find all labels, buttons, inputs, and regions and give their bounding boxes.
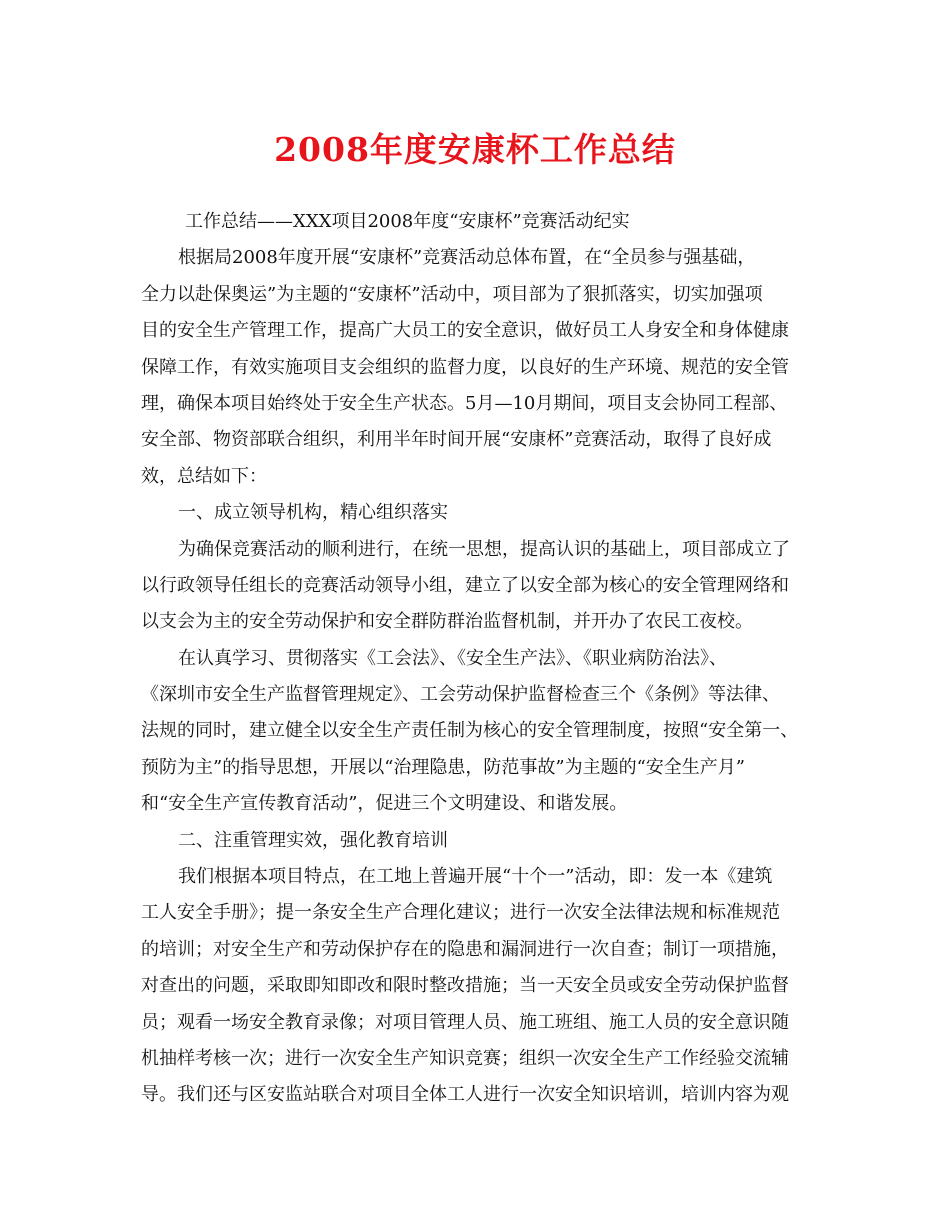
paragraph-line: 和“安全生产宣传教育活动”，促进三个文明建设、和谐发展。 [141, 793, 628, 815]
paragraph-line: 理，确保本项目始终处于安全生产状态。5月—10月期间，项目支会协同工程部、 [141, 392, 788, 414]
paragraph-line: 以行政领导任组长的竞赛活动领导小组，建立了以安全部为核心的安全管理网络和 [141, 574, 789, 596]
paragraph-line: 工人安全手册》；提一条安全生产合理化建议；进行一次安全法律法规和标准规范 [141, 902, 780, 924]
document-title: 2008年度安康杯工作总结 [274, 130, 676, 169]
paragraph-line: 预防为主”的指导思想，开展以“治理隐患，防范事故”为主题的“安全生产月” [141, 756, 746, 778]
paragraph-line: 效，总结如下： [141, 465, 267, 487]
paragraph-line: 在认真学习、贯彻落实《工会法》、《安全生产法》、《职业病防治法》、 [178, 647, 727, 669]
paragraph-line: 保障工作，有效实施项目支会组织的监督力度，以良好的生产环境、规范的安全管 [141, 356, 789, 378]
paragraph-line: 目的安全生产管理工作，提高广大员工的安全意识，做好员工人身安全和身体健康 [141, 320, 789, 342]
paragraph-line: 对查出的问题，采取即知即改和限时整改措施；当一天安全员或安全劳动保护监督 [141, 975, 789, 997]
paragraph-line: 导。我们还与区安监站联合对项目全体工人进行一次安全知识培训，培训内容为观 [141, 1084, 789, 1106]
paragraph-line: 安全部、物资部联合组织，利用半年时间开展“安康杯”竞赛活动，取得了良好成 [141, 429, 772, 451]
paragraph-line: 根据局2008年度开展“安康杯”竞赛活动总体布置，在“全员参与强基础， [178, 247, 756, 269]
section-heading: 一、成立领导机构，精心组织落实 [178, 502, 448, 524]
paragraph-line: 法规的同时，建立健全以安全生产责任制为核心的安全管理制度，按照“安全第一、 [141, 720, 799, 742]
subtitle-line: 工作总结——XXX项目2008年度“安康杯”竞赛活动纪实 [185, 211, 630, 232]
paragraph-line: 以支会为主的安全劳动保护和安全群防群治监督机制，并开办了农民工夜校。 [141, 611, 753, 633]
paragraph-line: 机抽样考核一次；进行一次安全生产知识竞赛；组织一次安全生产工作经验交流辅 [141, 1047, 789, 1069]
document-body [141, 204, 817, 1114]
paragraph-line: 的培训；对安全生产和劳动保护存在的隐患和漏洞进行一次自查；制订一项措施， [141, 938, 789, 960]
paragraph-line: 员；观看一场安全教育录像；对项目管理人员、施工班组、施工人员的安全意识随 [141, 1011, 789, 1033]
paragraph-line: 为确保竞赛活动的顺利进行，在统一思想，提高认识的基础上，项目部成立了 [178, 538, 790, 560]
paragraph-line: 全力以赴保奥运”为主题的“安康杯”活动中，项目部为了狠抓落实，切实加强项 [141, 283, 763, 305]
section-heading: 二、注重管理实效，强化教育培训 [178, 829, 448, 851]
paragraph-line: 我们根据本项目特点，在工地上普遍开展“十个一”活动，即：发一本《建筑 [178, 866, 773, 888]
paragraph-line: 《深圳市安全生产监督管理规定》、工会劳动保护监督检查三个《条例》等法律、 [141, 684, 780, 706]
